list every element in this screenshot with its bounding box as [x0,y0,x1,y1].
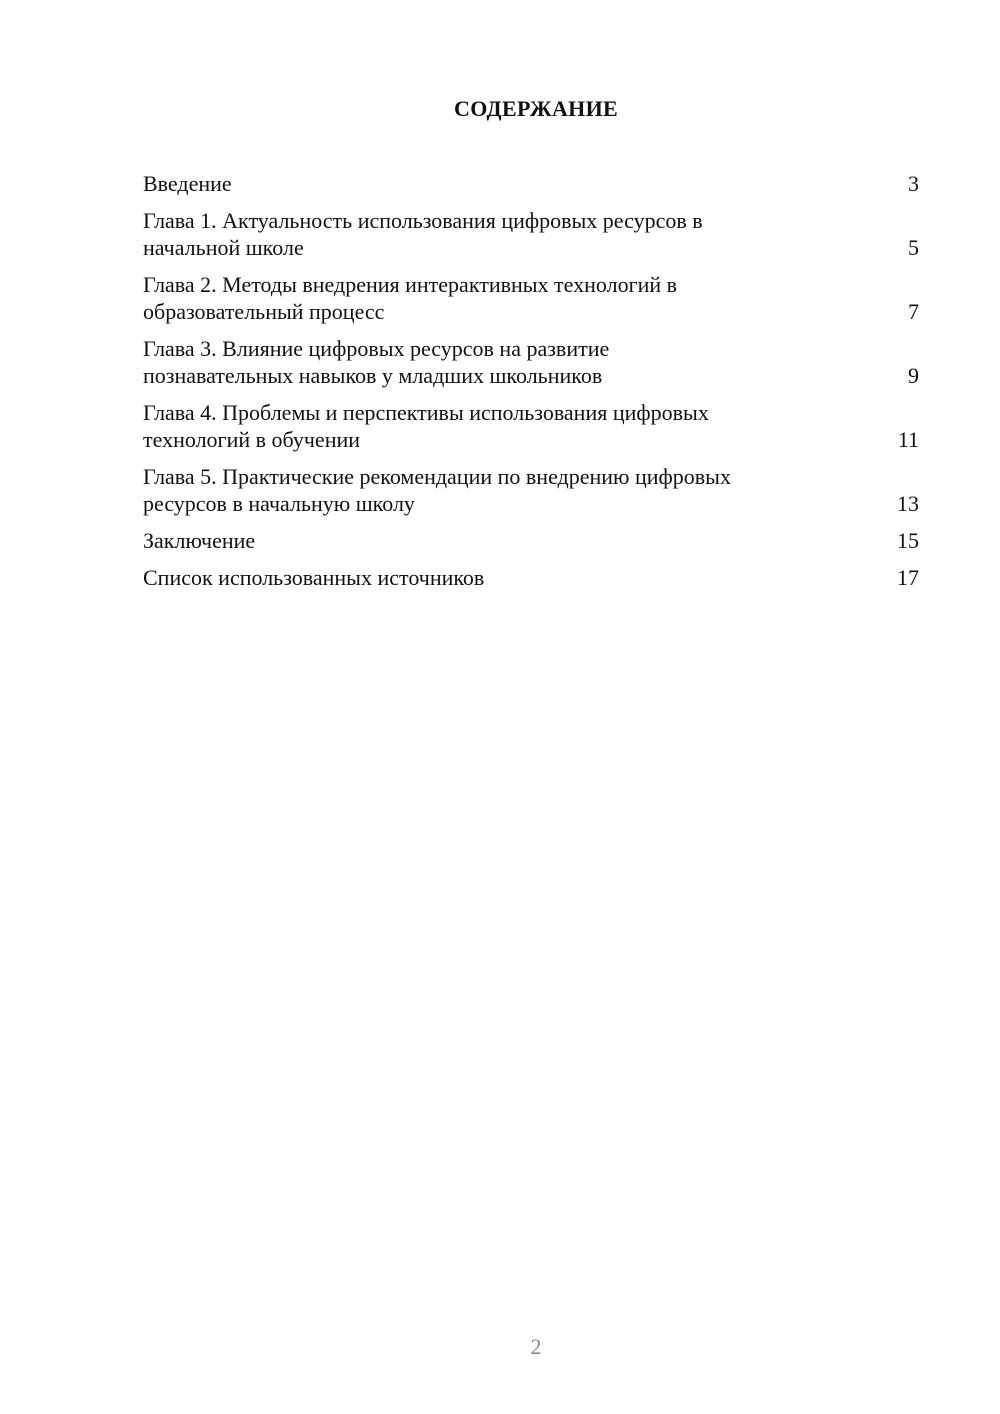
toc-entry-text: Глава 1. Актуальность использования цифровых ресурсов в начальной школе [143,208,703,260]
toc-entry-text: Глава 5. Практические рекомендации по внедрению цифровых ресурсов в начальную школу [143,464,731,516]
page-number: 2 [530,1334,542,1359]
toc-entry-chapter-2 [143,271,919,325]
toc-entry-page: 7 [908,299,919,324]
toc-entry-text: Глава 2. Методы внедрения интерактивных технологий в образовательный процесс [143,272,678,324]
toc-entry-text: Список использованных источников [143,565,485,590]
toc-entry-page: 17 [897,565,919,590]
toc-entry-page: 13 [897,491,919,516]
toc-entry-text: Введение [143,171,232,196]
toc-entry-text: Глава 4. Проблемы и перспективы использования цифровых технологий в обучении [143,400,709,452]
toc-entry-conclusion [143,527,919,554]
table-of-contents [143,170,919,601]
page-title: СОДЕРЖАНИЕ [454,96,618,121]
toc-entry-page: 11 [897,427,919,452]
toc-entry-references [143,564,919,591]
toc-entry-chapter-1 [143,207,919,261]
toc-entry-page: 15 [897,528,919,553]
toc-entry-text: Заключение [143,528,256,553]
toc-entry-text: Глава 3. Влияние цифровых ресурсов на развитие познавательных навыков у младших школьников [143,336,610,388]
toc-entry-chapter-3 [143,335,919,389]
toc-entry-chapter-5 [143,463,919,517]
toc-entry-page: 5 [908,235,919,260]
toc-entry-introduction [143,170,919,197]
toc-entry-chapter-4 [143,399,919,453]
toc-entry-page: 3 [908,171,919,196]
toc-entry-page: 9 [908,363,919,388]
